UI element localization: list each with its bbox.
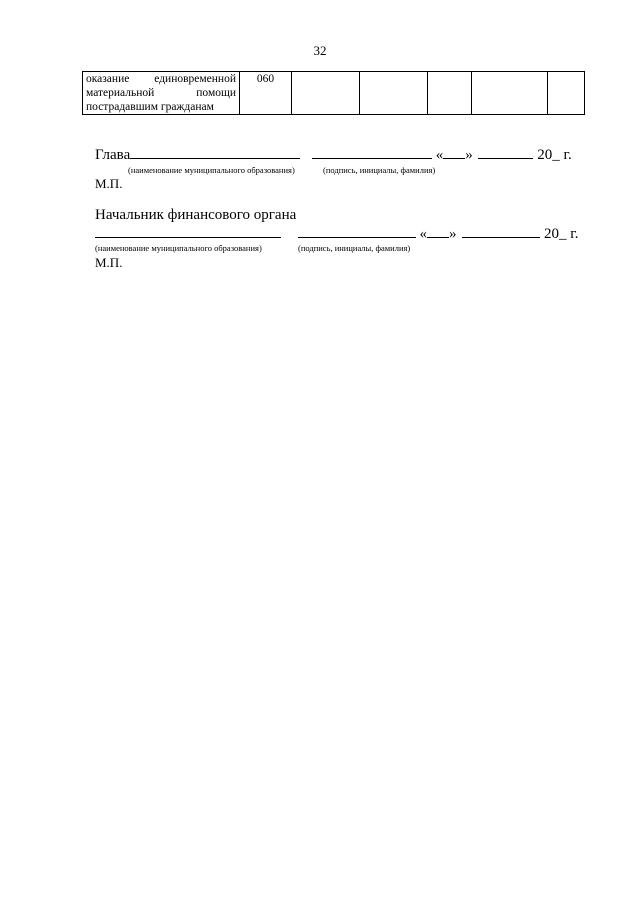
year-label: 20_ г.	[537, 147, 572, 163]
signature-blank	[312, 146, 432, 159]
report-table	[82, 71, 585, 115]
municipality-caption: (наименование муниципального образования)	[128, 165, 295, 175]
municipality-caption: (наименование муниципального образования)	[95, 243, 262, 253]
day-blank	[427, 225, 449, 238]
row-description	[83, 72, 240, 115]
table-cell	[428, 72, 472, 115]
day-blank	[443, 146, 465, 159]
municipality-blank	[95, 225, 281, 238]
table-row	[83, 72, 585, 115]
table-cell	[472, 72, 548, 115]
signature-caption: (подпись, инициалы, фамилия)	[298, 243, 411, 253]
quote-open: «	[435, 147, 444, 163]
row-description-line: оказание единовременной	[86, 73, 236, 85]
table-cell	[548, 72, 585, 115]
row-code: 060	[240, 72, 292, 115]
month-blank	[478, 146, 533, 159]
head-label: Глава	[95, 147, 131, 163]
quote-open: «	[419, 226, 427, 242]
year-label: 20_ г.	[544, 226, 579, 242]
stamp-label: М.П.	[95, 255, 123, 270]
finance-signature-line	[95, 225, 578, 243]
signature-caption: (подпись, инициалы, фамилия)	[323, 165, 436, 175]
row-description-line: пострадавшим гражданам	[86, 101, 214, 113]
stamp-label: М.П.	[95, 176, 123, 191]
page-number: 32	[313, 43, 327, 58]
month-blank	[462, 225, 540, 238]
finance-title: Начальник финансового органа	[95, 207, 297, 223]
head-signature-line	[95, 146, 572, 164]
table-cell	[360, 72, 428, 115]
signature-blank	[298, 225, 416, 238]
table-cell	[292, 72, 360, 115]
municipality-blank	[130, 146, 300, 159]
quote-close: »	[449, 226, 457, 242]
row-description-line: материальной помощи	[86, 87, 236, 99]
quote-close: »	[465, 147, 473, 163]
